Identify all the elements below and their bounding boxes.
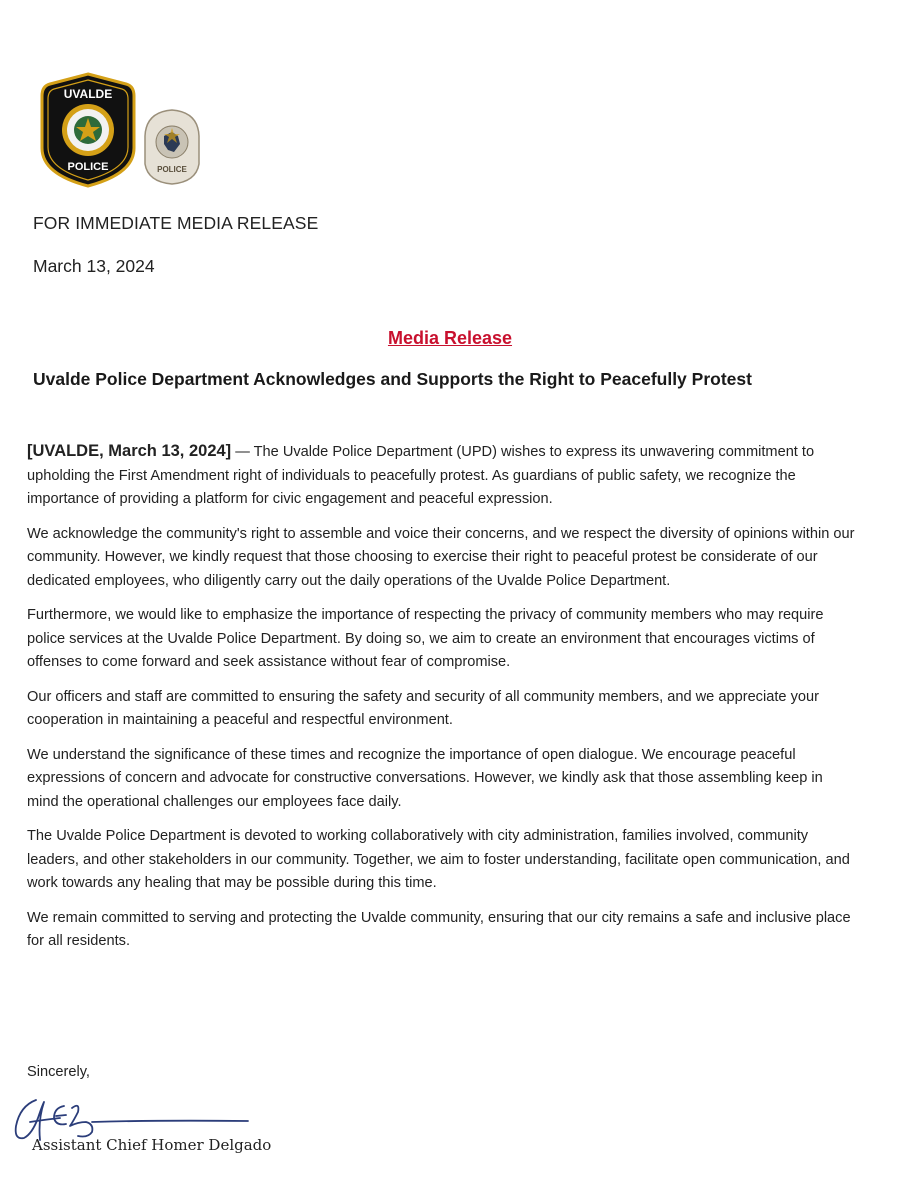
signer-name: Assistant Chief Homer Delgado bbox=[32, 1136, 272, 1154]
uvalde-police-badge-logo bbox=[38, 70, 138, 190]
paragraph: Our officers and staff are committed to ensuring the safety and security of all community members, and we appreciate your cooperation in maintaining a peaceful and respectful environment. bbox=[27, 688, 819, 728]
paragraph bbox=[27, 440, 857, 512]
closing: Sincerely, bbox=[27, 1064, 90, 1080]
document-title: Media Release bbox=[387, 328, 513, 348]
dateline: [UVALDE, March 13, 2024] bbox=[27, 442, 232, 460]
release-type: FOR IMMEDIATE MEDIA RELEASE bbox=[33, 213, 319, 233]
paragraph: Furthermore, we would like to emphasize the importance of respecting the privacy of community members who may require police services at the Uvalde Police Department. By doing so, we aim to create an environment that encourages victims of offenses to come forward and seek assistance without fear of compromise. bbox=[27, 607, 824, 670]
paragraph-text: The Uvalde Police Department (UPD) wishes to express its unwavering commitment to upholding the First Amendment right of individuals to peacefully protest. As guardians of public safety, we recognize the importance of providing a platform for civic engagement and peaceful expression. bbox=[27, 444, 815, 507]
patch-text: POLICE bbox=[157, 165, 187, 174]
paragraph: We remain committed to serving and protecting the Uvalde community, ensuring that our city remains a safe and inclusive place for all residents. bbox=[27, 909, 851, 949]
release-body bbox=[27, 440, 857, 965]
headline: Uvalde Police Department Acknowledges and Supports the Right to Peacefully Protest bbox=[33, 369, 752, 389]
paragraph: We understand the significance of these times and recognize the importance of open dialogue. We encourage peaceful expressions of concern and advocate for constructive conversations. However, we kindly ask that those assembling keep in mind the operational challenges our employees face daily. bbox=[27, 746, 823, 810]
release-date: March 13, 2024 bbox=[33, 256, 155, 276]
paragraph: The Uvalde Police Department is devoted to working collaboratively with city administration, families involved, community leaders, and other stakeholders in our community. Together, we aim to foster understanding, facilitate open communication, and work towards any healing that may be possible during this time. bbox=[27, 828, 850, 891]
badge-bottom-text: POLICE bbox=[67, 161, 109, 173]
police-shoulder-patch-logo bbox=[142, 108, 202, 186]
paragraph: We acknowledge the community's right to assemble and voice their concerns, and we respect the diversity of opinions within our community. However, we kindly request that those choosing to exercise their right to peaceful protest be considerate of our dedicated employees, who diligently carry out the daily operations of the Uvalde Police Department. bbox=[27, 525, 855, 589]
badge-top-text: UVALDE bbox=[63, 87, 113, 101]
department-logos bbox=[38, 70, 187, 200]
dateline-dash: — bbox=[231, 444, 254, 460]
